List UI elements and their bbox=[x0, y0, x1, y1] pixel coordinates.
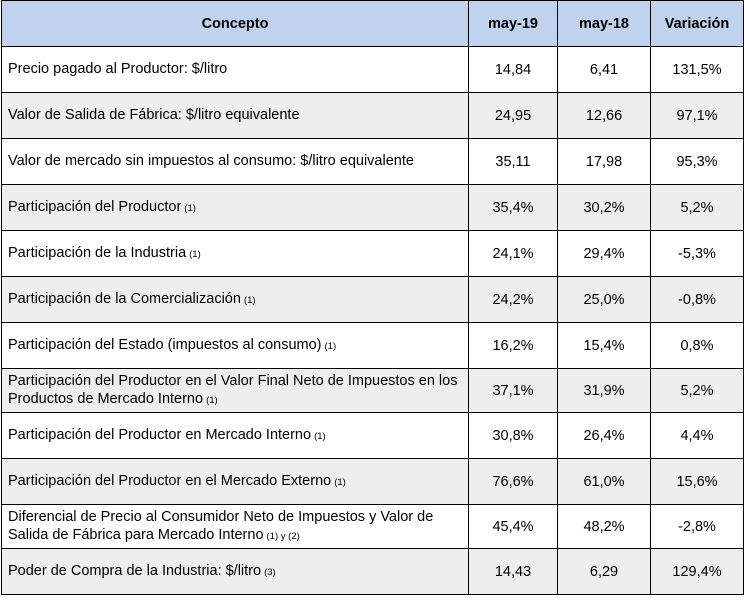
value-variacion: 131,5% bbox=[651, 47, 744, 93]
table-row bbox=[2, 549, 744, 595]
concept-label: Participación del Productor en Mercado Interno bbox=[8, 426, 312, 443]
concept-cell bbox=[2, 277, 469, 323]
value-variacion: -2,8% bbox=[651, 505, 744, 549]
value-may-19: 35,11 bbox=[469, 139, 558, 185]
value-variacion: 97,1% bbox=[651, 93, 744, 139]
concept-cell bbox=[2, 459, 469, 505]
concept-label: Valor de mercado sin impuestos al consumo: $/litro equivalente bbox=[8, 152, 414, 169]
footnote-ref: (1) bbox=[324, 340, 337, 352]
footnote-ref: (1) bbox=[184, 202, 196, 214]
value-may-18: 29,4% bbox=[558, 231, 651, 277]
price-participation-table bbox=[1, 0, 744, 595]
value-may-19: 24,1% bbox=[469, 231, 558, 277]
table-row bbox=[2, 413, 744, 459]
concept-label: Participación del Productor en el Mercado Externo bbox=[8, 472, 332, 489]
table-row bbox=[2, 231, 744, 277]
value-may-19: 37,1% bbox=[469, 369, 558, 413]
value-may-19: 45,4% bbox=[469, 505, 558, 549]
value-may-18: 15,4% bbox=[558, 323, 651, 369]
value-variacion: 4,4% bbox=[651, 413, 744, 459]
header-concepto: Concepto bbox=[2, 1, 469, 47]
value-may-18: 30,2% bbox=[558, 185, 651, 231]
footnote-ref: (1) bbox=[243, 294, 256, 306]
concept-label: Poder de Compra de la Industria: $/litro bbox=[8, 562, 262, 579]
concept-cell bbox=[2, 369, 469, 413]
value-may-19: 76,6% bbox=[469, 459, 558, 505]
value-may-19: 14,43 bbox=[469, 549, 558, 595]
concept-cell bbox=[2, 549, 469, 595]
value-may-18: 6,41 bbox=[558, 47, 651, 93]
value-may-18: 26,4% bbox=[558, 413, 651, 459]
value-may-18: 61,0% bbox=[558, 459, 651, 505]
value-may-18: 6,29 bbox=[558, 549, 651, 595]
value-variacion: -0,8% bbox=[651, 277, 744, 323]
header-may-19: may-19 bbox=[469, 1, 558, 47]
concept-label: Valor de Salida de Fábrica: $/litro equivalente bbox=[8, 106, 300, 123]
concept-label: Participación del Productor en el Valor Final Neto de Impuestos en los Productos de Mercado Interno bbox=[8, 372, 458, 407]
concept-label: Participación del Productor bbox=[8, 198, 182, 215]
value-may-18: 48,2% bbox=[558, 505, 651, 549]
value-variacion: -5,3% bbox=[651, 231, 744, 277]
concept-label: Participación de la Comercialización bbox=[8, 290, 241, 307]
value-variacion: 129,4% bbox=[651, 549, 744, 595]
value-variacion: 0,8% bbox=[651, 323, 744, 369]
value-may-19: 24,2% bbox=[469, 277, 558, 323]
concept-cell bbox=[2, 323, 469, 369]
concept-cell bbox=[2, 47, 469, 93]
footnote-ref: (1) bbox=[189, 248, 201, 260]
concept-cell bbox=[2, 93, 469, 139]
table-row bbox=[2, 277, 744, 323]
concept-label: Participación del Estado (impuestos al consumo) bbox=[8, 336, 322, 353]
value-variacion: 5,2% bbox=[651, 185, 744, 231]
table-row bbox=[2, 185, 744, 231]
value-may-18: 17,98 bbox=[558, 139, 651, 185]
value-may-18: 12,66 bbox=[558, 93, 651, 139]
table-row bbox=[2, 47, 744, 93]
table-row bbox=[2, 459, 744, 505]
value-may-19: 24,95 bbox=[469, 93, 558, 139]
concept-cell bbox=[2, 231, 469, 277]
table-row bbox=[2, 139, 744, 185]
header-may-18: may-18 bbox=[558, 1, 651, 47]
value-may-19: 14,84 bbox=[469, 47, 558, 93]
table-row bbox=[2, 369, 744, 413]
value-variacion: 95,3% bbox=[651, 139, 744, 185]
value-variacion: 15,6% bbox=[651, 459, 744, 505]
value-variacion: 5,2% bbox=[651, 369, 744, 413]
concept-cell bbox=[2, 413, 469, 459]
value-may-19: 35,4% bbox=[469, 185, 558, 231]
table-row bbox=[2, 323, 744, 369]
footnote-ref: (1) bbox=[334, 476, 346, 488]
concept-label: Diferencial de Precio al Consumidor Neto de Impuestos y Valor de Salida de Fábrica para Mercado Interno bbox=[8, 508, 434, 543]
footnote-ref: (3) bbox=[264, 566, 276, 578]
value-may-19: 30,8% bbox=[469, 413, 558, 459]
header-variacion: Variación bbox=[651, 1, 744, 47]
table-row bbox=[2, 505, 744, 549]
concept-cell bbox=[2, 185, 469, 231]
concept-cell bbox=[2, 505, 469, 549]
concept-cell bbox=[2, 139, 469, 185]
value-may-18: 31,9% bbox=[558, 369, 651, 413]
footnote-ref: (1) bbox=[314, 430, 326, 442]
concept-label: Participación de la Industria bbox=[8, 244, 187, 261]
concept-label: Precio pagado al Productor: $/litro bbox=[8, 60, 228, 77]
header-row bbox=[2, 1, 744, 47]
value-may-19: 16,2% bbox=[469, 323, 558, 369]
footnote-ref: (1) bbox=[206, 394, 218, 406]
value-may-18: 25,0% bbox=[558, 277, 651, 323]
footnote-ref: (1) y (2) bbox=[266, 530, 300, 542]
table-row bbox=[2, 93, 744, 139]
